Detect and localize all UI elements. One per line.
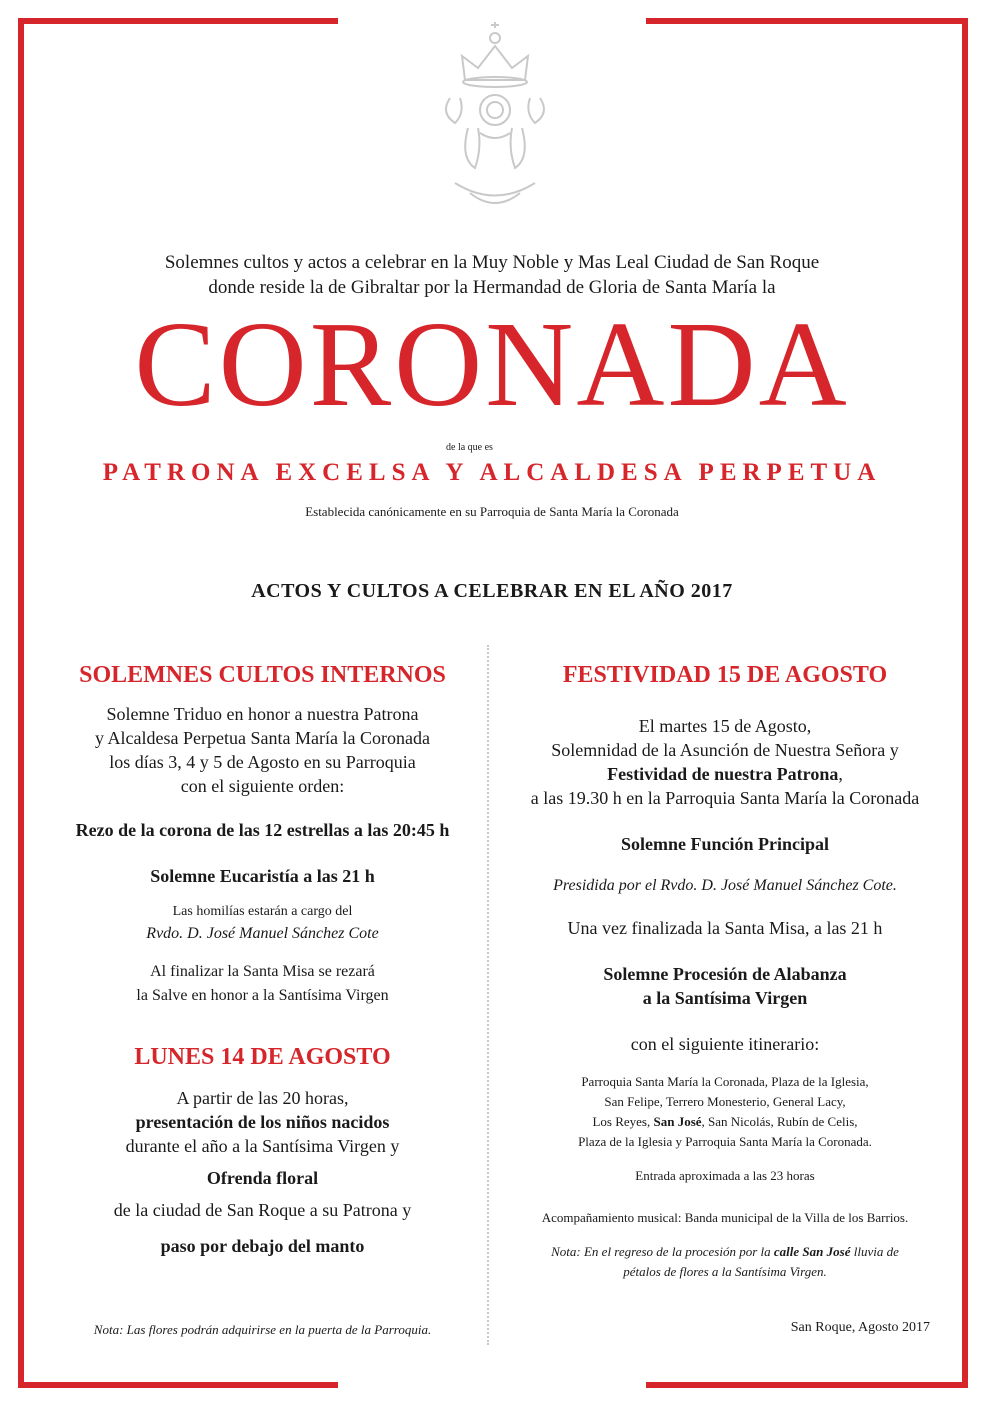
procesion-line-1: Solemne Procesión de Alabanza xyxy=(603,964,847,984)
right-column xyxy=(495,660,955,1282)
itinerario-line-3a: Los Reyes, xyxy=(592,1114,654,1129)
funcion-principal: Solemne Función Principal xyxy=(620,834,829,854)
nota-line-1 xyxy=(495,1242,955,1262)
subtitle: PATRONA EXCELSA Y ALCALDESA PERPETUA xyxy=(102,459,882,486)
column-divider xyxy=(487,645,489,1345)
intro-line-1: Solemnes cultos y actos a celebrar en la Muy Noble y Mas Leal Ciudad de San Roque xyxy=(164,252,820,273)
nota-part-a: Nota: En el regreso de la procesión por la xyxy=(551,1244,774,1259)
festividad-text: Festividad de nuestra Patrona xyxy=(607,764,839,784)
rvdo-name: Rvdo. D. José Manuel Sánchez Cote xyxy=(146,925,379,942)
martes-text: El martes 15 de Agosto, xyxy=(638,716,812,736)
procesion-line-2: a la Santísima Virgen xyxy=(642,988,808,1008)
itinerario-line-4: Plaza de la Iglesia y Parroquia Santa María la Coronada. xyxy=(578,1134,872,1149)
left-footnote: Nota: Las flores podrán adquirirse en la puerta de la Parroquia. xyxy=(93,1322,432,1337)
eucaristia: Solemne Eucaristía a las 21 h xyxy=(150,866,375,886)
ofrenda-text: Ofrenda floral xyxy=(206,1168,319,1188)
triduo-line-3: los días 3, 4 y 5 de Agosto en su Parroquia xyxy=(109,752,416,772)
partir-text: A partir de las 20 horas, xyxy=(176,1088,349,1108)
year-heading: ACTOS Y CULTOS A CELEBRAR EN EL AÑO 2017 xyxy=(251,580,733,602)
salve-line-2: la Salve en honor a la Santísima Virgen xyxy=(136,987,389,1004)
triduo-line-4: con el siguiente orden: xyxy=(180,776,345,796)
itinerario-line-3c: , San Nicolás, Rubín de Celis, xyxy=(701,1114,858,1129)
intro-text xyxy=(0,250,984,300)
homilias-text: Las homilías estarán a cargo del xyxy=(172,904,353,919)
triduo-line-2: y Alcaldesa Perpetua Santa María la Coronada xyxy=(95,728,430,748)
manto-text: paso por debajo del manto xyxy=(160,1236,365,1256)
section-heading-cultos: SOLEMNES CULTOS INTERNOS xyxy=(79,662,446,688)
left-column xyxy=(40,660,485,1258)
section-heading-lunes: LUNES 14 DE AGOSTO xyxy=(134,1044,391,1070)
festividad-comma: , xyxy=(838,764,843,784)
nota-part-c: lluvia de xyxy=(850,1244,899,1259)
presentacion-text: presentación de los niños nacidos xyxy=(135,1112,390,1132)
section-heading-festividad: FESTIVIDAD 15 DE AGOSTO xyxy=(562,662,888,688)
signature-date: San Roque, Agosto 2017 xyxy=(790,1320,930,1335)
main-title: CORONADA xyxy=(134,297,850,432)
nota-part-b: calle San José xyxy=(773,1244,851,1259)
hora-text: a las 19.30 h en la Parroquia Santa María la Coronada xyxy=(530,788,920,808)
finalizada-text: Una vez finalizada la Santa Misa, a las 21 h xyxy=(567,918,883,938)
intro-line-2: donde reside la de Gibraltar por la Hermandad de Gloria de Santa María la xyxy=(208,277,776,298)
rezo-corona: Rezo de la corona de las 12 estrellas a las 20:45 h xyxy=(75,820,450,840)
festividad-line xyxy=(495,762,955,786)
triduo-line-1: Solemne Triduo en honor a nuestra Patrona xyxy=(106,704,419,724)
ciudad-text: de la ciudad de San Roque a su Patrona y xyxy=(113,1200,412,1220)
solemnidad-text: Solemnidad de la Asunción de Nuestra Señora y xyxy=(551,740,899,760)
itinerario-line-3 xyxy=(495,1112,955,1132)
musica-text: Acompañamiento musical: Banda municipal de la Villa de los Barrios. xyxy=(541,1210,909,1225)
title-small-note: de la que es xyxy=(446,442,493,453)
entrada-text: Entrada aproximada a las 23 horas xyxy=(635,1168,815,1183)
salve-line-1: Al finalizar la Santa Misa se rezará xyxy=(150,963,375,980)
itinerario-line-3b: San José xyxy=(653,1114,702,1129)
durante-text: durante el año a la Santísima Virgen y xyxy=(125,1136,400,1156)
presidida-text: Presidida por el Rvdo. D. José Manuel Sánchez Cote. xyxy=(553,877,897,894)
nota-line-2: pétalos de flores a la Santísima Virgen. xyxy=(623,1264,827,1279)
itinerario-line-1: Parroquia Santa María la Coronada, Plaza de la Iglesia, xyxy=(581,1074,869,1089)
itinerario-line-2: San Felipe, Terrero Monesterio, General Lacy, xyxy=(604,1094,846,1109)
itinerario-text: con el siguiente itinerario: xyxy=(630,1034,820,1054)
crown-emblem-icon xyxy=(420,18,570,218)
established-text: Establecida canónicamente en su Parroquia de Santa María la Coronada xyxy=(305,504,679,519)
